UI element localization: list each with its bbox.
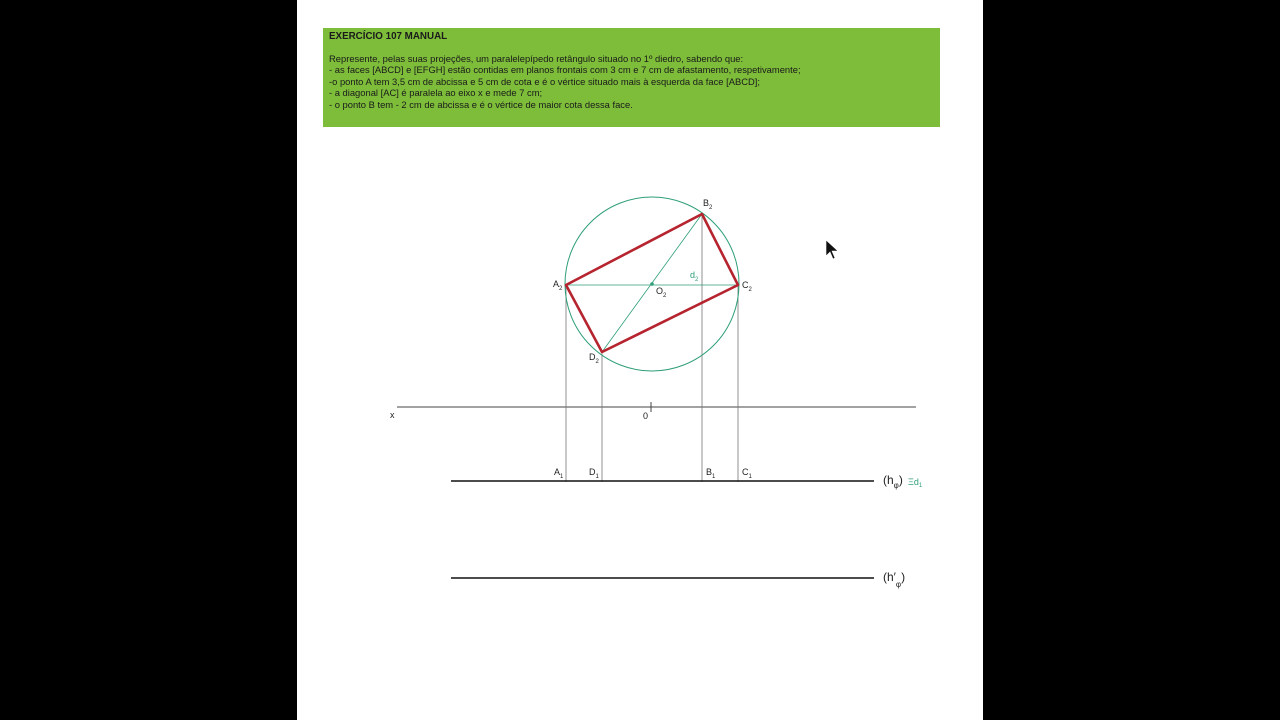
label-c2: $C_2$ <box>742 280 752 293</box>
center-point-o <box>650 282 654 286</box>
label-a1: $A_1$ <box>554 467 564 480</box>
label-coincident-d1: $\Xi d_1$ <box>908 477 923 489</box>
label-b2: $B_2$ <box>703 198 713 211</box>
label-c1: $C_1$ <box>742 467 752 480</box>
label-h-phi: $(h_\varphi)$ <box>883 473 903 490</box>
label-o2: $O_2$ <box>656 286 667 299</box>
label-diagonal-d2: $d_2$ <box>690 270 699 283</box>
statement-line-4: - a diagonal [AC] é paralela ao eixo x e mede 7 cm; <box>329 87 543 99</box>
mouse-cursor-icon <box>826 240 838 259</box>
label-d2: $D_2$ <box>589 352 599 365</box>
x-axis-label: x <box>390 410 395 420</box>
label-a2: $A_2$ <box>553 279 563 292</box>
label-h-prime-phi: $(h'_\varphi)$ <box>883 570 906 589</box>
label-d1: $D_1$ <box>589 467 599 480</box>
origin-label: 0 <box>643 411 649 421</box>
exercise-title: EXERCÍCIO 107 MANUAL <box>329 31 448 42</box>
statement-line-2: - as faces [ABCD] e [EFGH] estão contidas em planos frontais com 3 cm e 7 cm de afastamento, respetivamente; <box>329 64 801 76</box>
statement-line-1: Represente, pelas suas projeções, um paralelepípedo retângulo situado no 1º diedro, sabendo que: <box>329 52 744 64</box>
statement-line-5: - o ponto B tem - 2 cm de abcissa e é o vértice de maior cota dessa face. <box>329 98 633 110</box>
label-b1: $B_1$ <box>706 467 716 480</box>
statement-line-3: -o ponto A tem 3,5 cm de abcissa e 5 cm de cota e é o vértice situado mais à esquerda da face [ABCD]; <box>329 75 760 87</box>
recall-lines <box>566 214 738 482</box>
